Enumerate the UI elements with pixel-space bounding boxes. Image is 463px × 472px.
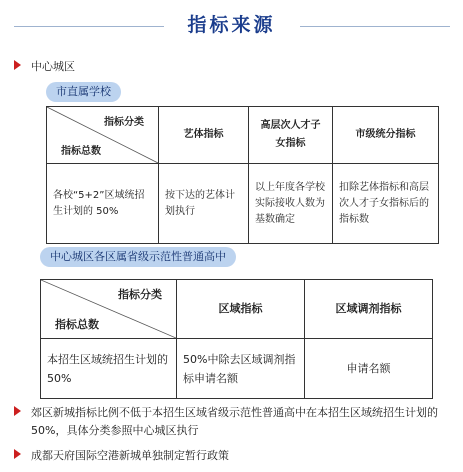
corner-category-label: 指标分类 <box>104 117 144 128</box>
category-pill-district-schools: 中心城区各区属省级示范性普通高中 <box>40 247 236 267</box>
column-header-regional-adjustment: 区域调剂指标 <box>305 280 433 339</box>
bullet-suburban-new-cities <box>14 404 454 440</box>
quota-table-municipal <box>46 106 439 244</box>
table-cell: 申请名额 <box>305 339 433 399</box>
bullet-airport-new-city <box>14 447 229 465</box>
triangle-bullet-icon <box>14 449 21 459</box>
table-row <box>47 164 439 244</box>
section-label: 中心城区 <box>31 60 75 73</box>
bullet-text: 郊区新城指标比例不低于本招生区域省级示范性普通高中在本招生区域统招生计划的50%，具体分类参照中心城区执行 <box>31 406 438 437</box>
quota-table-district <box>40 279 433 399</box>
table-cell: 按下达的艺体计划执行 <box>159 164 249 244</box>
table-cell: 本招生区域统招生计划的 50% <box>41 339 177 399</box>
column-header-talent-children: 高层次人才子女指标 <box>249 107 333 164</box>
table-cell: 以上年度各学校实际接收人数为基数确定 <box>249 164 333 244</box>
table-row <box>41 339 433 399</box>
page-header <box>0 0 463 52</box>
triangle-bullet-icon <box>14 406 21 416</box>
section-central-city <box>14 58 75 76</box>
corner-total-label: 指标总数 <box>55 318 99 331</box>
category-pill-municipal-schools: 市直属学校 <box>46 82 121 102</box>
table-cell: 各校“5+2”区域统招生计划的 50% <box>47 164 159 244</box>
corner-total-label: 指标总数 <box>61 146 101 157</box>
column-header-city-allocation: 市级统分指标 <box>333 107 439 164</box>
table-cell: 扣除艺体指标和高层次人才子女指标后的指标数 <box>333 164 439 244</box>
bullet-text: 成都天府国际空港新城单独制定暂行政策 <box>31 449 229 462</box>
diagonal-header-cell <box>47 107 159 164</box>
table-header-row <box>47 107 439 164</box>
corner-category-label: 指标分类 <box>118 288 162 301</box>
table-header-row <box>41 280 433 339</box>
header-divider-right <box>300 26 450 27</box>
page-title: 指标来源 <box>187 14 276 36</box>
column-header-arts: 艺体指标 <box>159 107 249 164</box>
triangle-bullet-icon <box>14 60 21 70</box>
table-cell: 50%中除去区域调剂指标申请名额 <box>177 339 305 399</box>
diagonal-header-cell <box>41 280 177 339</box>
column-header-regional: 区域指标 <box>177 280 305 339</box>
